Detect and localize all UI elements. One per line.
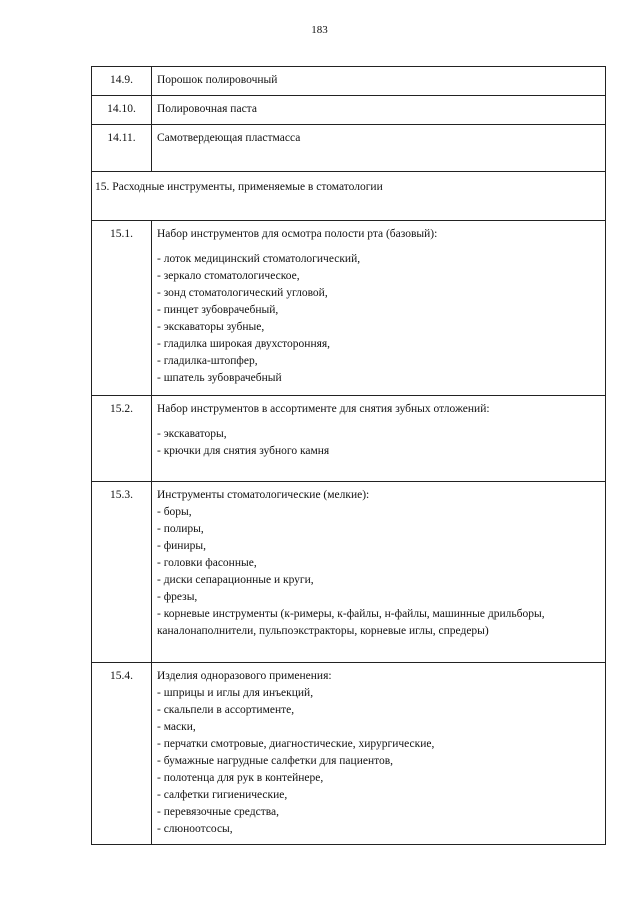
list-item: - фрезы, — [157, 591, 198, 603]
row-content — [152, 396, 606, 482]
row-text: Полировочная паста — [152, 96, 606, 125]
list-item: - шприцы и иглы для инъекций, — [157, 687, 314, 699]
row-text: Самотвердеющая пластмасса — [152, 125, 606, 172]
row-number: 15.2. — [92, 396, 152, 482]
section-heading-row — [92, 172, 606, 221]
list-item: - лоток медицинский стоматологический, — [157, 253, 361, 265]
list-item: - гладилка-штопфер, — [157, 355, 258, 367]
list-item: - зеркало стоматологическое, — [157, 270, 300, 282]
row-number: 14.11. — [92, 125, 152, 172]
list-item: - финиры, — [157, 540, 206, 552]
list-item: - перчатки смотровые, диагностические, хирургические, — [157, 738, 435, 750]
list-item: - боры, — [157, 506, 192, 518]
table-row — [92, 67, 606, 96]
item-title: Набор инструментов для осмотра полости рта (базовый): — [157, 228, 438, 240]
table-row — [92, 663, 606, 845]
list-item: - слюноотсосы, — [157, 823, 233, 835]
page-number: 183 — [311, 24, 328, 36]
list-item: - перевязочные средства, — [157, 806, 280, 818]
row-number: 15.4. — [92, 663, 152, 845]
table-row — [92, 125, 606, 172]
row-content — [152, 221, 606, 396]
equipment-table — [91, 66, 606, 845]
table-row — [92, 221, 606, 396]
row-content — [152, 663, 606, 845]
list-item: - экскаваторы зубные, — [157, 321, 265, 333]
table-row — [92, 482, 606, 663]
list-item: - диски сепарационные и круги, — [157, 574, 314, 586]
row-text: Порошок полировочный — [152, 67, 606, 96]
list-item: - экскаваторы, — [157, 428, 227, 440]
table-row — [92, 396, 606, 482]
row-content — [152, 482, 606, 663]
table-row — [92, 96, 606, 125]
row-number: 14.9. — [92, 67, 152, 96]
item-title: Набор инструментов в ассортименте для снятия зубных отложений: — [157, 403, 490, 415]
list-item: - крючки для снятия зубного камня — [157, 445, 330, 457]
list-item: - бумажные нагрудные салфетки для пациентов, — [157, 755, 394, 767]
list-item: - пинцет зубоврачебный, — [157, 304, 279, 316]
list-item: - шпатель зубоврачебный — [157, 372, 282, 384]
list-item: - головки фасонные, — [157, 557, 257, 569]
list-item: - полиры, — [157, 523, 204, 535]
list-item: - полотенца для рук в контейнере, — [157, 772, 324, 784]
list-item: - корневые инструменты (к-римеры, к-файлы, н-файлы, машинные дрильборы, каналонаполнители, пульпоэкстракторы, корневые иглы, спредеры) — [157, 608, 545, 637]
list-item: - маски, — [157, 721, 196, 733]
list-item: - зонд стоматологический угловой, — [157, 287, 328, 299]
section-heading: 15. Расходные инструменты, применяемые в стоматологии — [92, 172, 606, 221]
row-number: 15.3. — [92, 482, 152, 663]
row-number: 14.10. — [92, 96, 152, 125]
row-number: 15.1. — [92, 221, 152, 396]
item-title: Инструменты стоматологические (мелкие): — [157, 489, 370, 501]
list-item: - скальпели в ассортименте, — [157, 704, 295, 716]
list-item: - салфетки гигиенические, — [157, 789, 288, 801]
item-title: Изделия одноразового применения: — [157, 670, 332, 682]
list-item: - гладилка широкая двухсторонняя, — [157, 338, 331, 350]
